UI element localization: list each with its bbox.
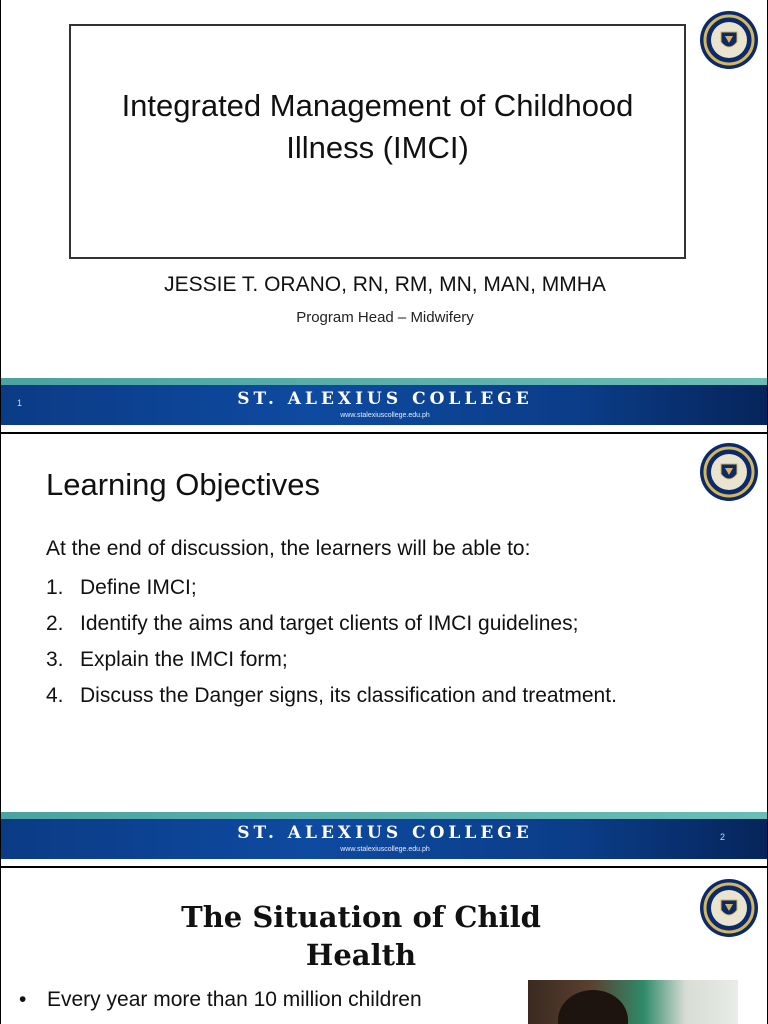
title-box — [69, 24, 686, 259]
college-seal-icon — [699, 442, 759, 502]
list-item: 4. Discuss the Danger signs, its classification and treatment. — [46, 684, 617, 707]
footer-band — [1, 378, 768, 425]
list-item: 1. Define IMCI; — [46, 576, 197, 599]
slide-number: 1 — [17, 398, 23, 408]
objectives-intro: At the end of discussion, the learners will be able to: — [46, 537, 531, 560]
college-seal-icon — [699, 10, 759, 70]
slide-1 — [0, 0, 768, 432]
footer-college-name: ST. ALEXIUS COLLEGE — [237, 389, 533, 409]
author-role: Program Head – Midwifery — [296, 309, 474, 326]
college-seal-icon — [699, 878, 759, 938]
presentation-title: Integrated Management of Childhood Illness (IMCI) — [121, 87, 634, 165]
footer-college-name: ST. ALEXIUS COLLEGE — [237, 823, 533, 843]
child-photo — [528, 980, 738, 1024]
objectives-list — [46, 573, 617, 717]
footer-accent-stripe — [1, 378, 768, 385]
footer-bar — [1, 819, 768, 859]
footer-accent-stripe — [1, 812, 768, 819]
footer-url[interactable]: www.stalexiuscollege.edu.ph — [340, 846, 430, 853]
author-name: JESSIE T. ORANO, RN, RM, MN, MAN, MMHA — [164, 273, 606, 296]
slide-heading: Learning Objectives — [46, 467, 320, 502]
bullet-icon: • — [19, 988, 27, 1011]
list-item: 2. Identify the aims and target clients of IMCI guidelines; — [46, 612, 579, 635]
list-item: 3. Explain the IMCI form; — [46, 648, 288, 671]
footer-band — [1, 812, 768, 859]
footer-bar — [1, 385, 768, 425]
slide-number: 2 — [719, 832, 725, 842]
slide-heading: The Situation of Child Health — [181, 900, 541, 972]
slide-2 — [0, 434, 768, 866]
footer-url[interactable]: www.stalexiuscollege.edu.ph — [340, 412, 430, 419]
slide-3 — [0, 868, 768, 1024]
bullet-item: • Every year more than 10 million children — [19, 985, 509, 1015]
